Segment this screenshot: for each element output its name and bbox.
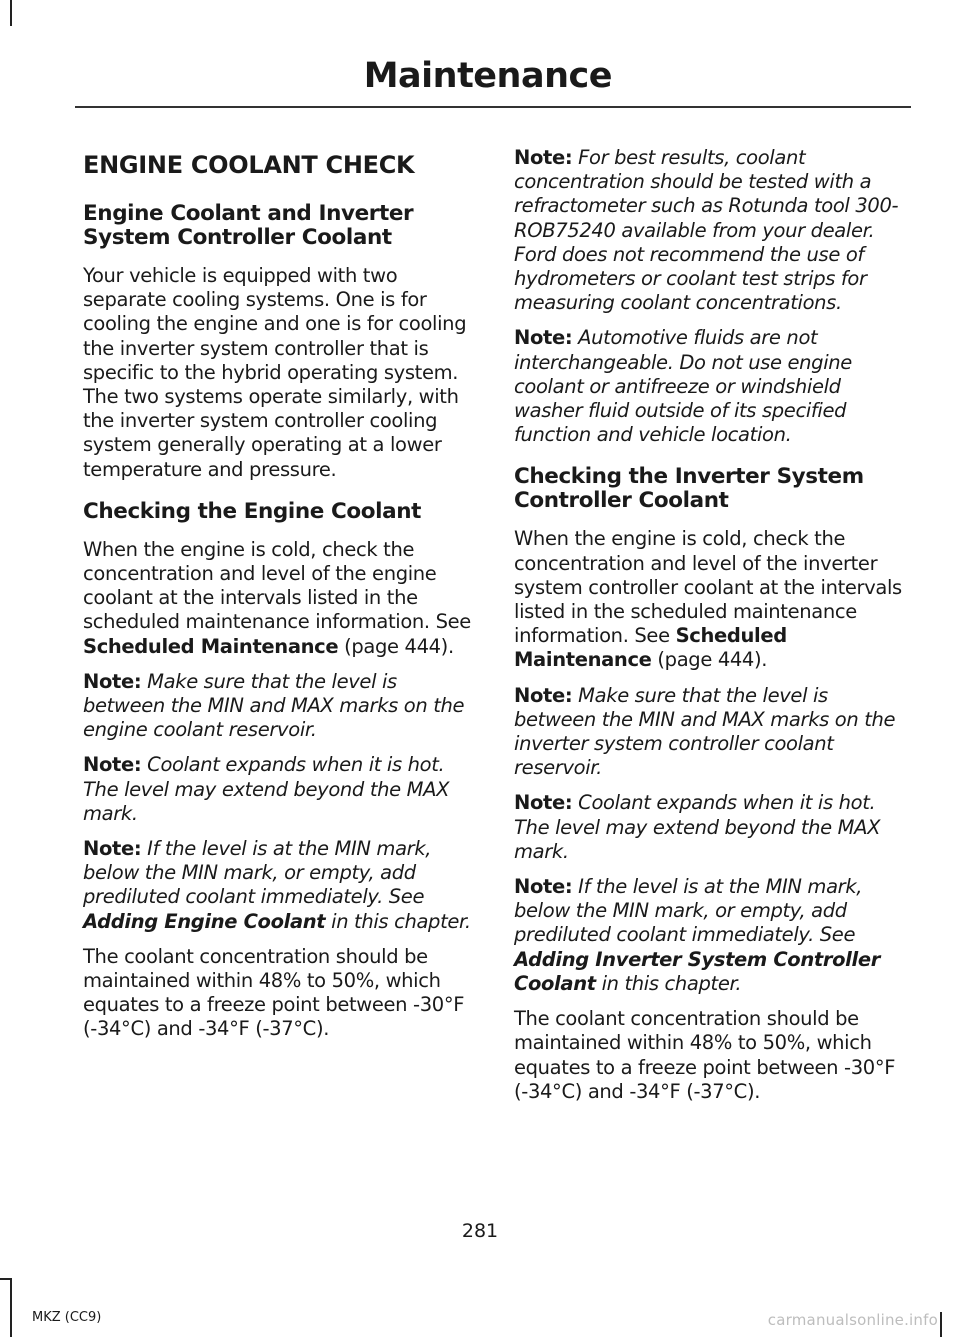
adding-engine-coolant-link[interactable]: Adding Engine Coolant: [83, 909, 326, 933]
crop-mark-bottom-right-v: [940, 1312, 942, 1337]
section-title: Maintenance: [363, 56, 612, 96]
check-inverter-paragraph: When the engine is cold, check the concentration and level of the inverter system controller coolant at the intervals listed in the scheduled maintenance information. See Scheduled Maintenance (page 444).: [514, 527, 902, 672]
note-inverter-add-coolant: Note: If the level is at the MIN mark, below the MIN mark, or empty, add prediluted coolant immediately. See Adding Inverter System Controller Coolant in this chapter.: [514, 875, 880, 995]
left-column: [83, 150, 478, 1053]
scheduled-maintenance-link[interactable]: Scheduled Maintenance: [83, 634, 339, 658]
note-label: Note:: [514, 146, 573, 169]
watermark: carmanualsonline.info: [767, 1311, 938, 1329]
intro-paragraph: Your vehicle is equipped with two separate cooling systems. One is for cooling the engine and one is for cooling the inverter system controller that is specific to the hybrid operating system. The two systems operate similarly, with the inverter system controller cooling system generally operating at a lower temperature and pressure.: [83, 264, 467, 481]
subheading-coolant-systems: Engine Coolant and Inverter System Controller Coolant: [83, 201, 414, 250]
scheduled-maintenance-link[interactable]: Scheduled Maintenance: [514, 624, 787, 672]
note-coolant-expands: Note: Coolant expands when it is hot. The level may extend beyond the MAX mark.: [83, 753, 450, 825]
page-number: 281: [461, 1220, 499, 1242]
note-inverter-min-max: Note: Make sure that the level is between the MIN and MAX marks on the inverter system controller coolant reservoir.: [514, 683, 896, 780]
note-add-coolant: Note: If the level is at the MIN mark, below the MIN mark, or empty, add prediluted coolant immediately. See Adding Engine Coolant in this chapter.: [83, 837, 471, 933]
note-label: Note:: [514, 326, 573, 350]
note-label: Note:: [83, 837, 142, 861]
note-label: Note:: [514, 875, 573, 899]
crop-mark-bottom-left-h: [0, 1278, 12, 1280]
note-label: Note:: [83, 753, 142, 777]
subheading-checking-inverter-coolant: Checking the Inverter System Controller Coolant: [514, 464, 864, 514]
crop-mark-top-left-v: [10, 0, 12, 26]
note-min-max: Note: Make sure that the level is between the MIN and MAX marks on the engine coolant reservoir.: [83, 669, 465, 742]
inverter-concentration-paragraph: The coolant concentration should be maintained within 48% to 50%, which equates to a freeze point between -30°F (-34°C) and -34°F (-37°C).: [514, 1007, 896, 1103]
header-divider: [75, 106, 911, 108]
note-fluids-not-interchangeable: Note: Automotive fluids are not interchangeable. Do not use engine coolant or antifreeze or windshield washer fluid outside of its specified function and vehicle location.: [514, 326, 852, 447]
note-inverter-coolant-expands: Note: Coolant expands when it is hot. The level may extend beyond the MAX mark.: [514, 791, 881, 863]
concentration-paragraph: The coolant concentration should be maintained within 48% to 50%, which equates to a freeze point between -30°F (-34°C) and -34°F (-37°C).: [83, 944, 465, 1041]
subheading-checking-engine-coolant: Checking the Engine Coolant: [83, 498, 422, 524]
adding-inverter-coolant-link[interactable]: Adding Inverter System Controller Coolant: [514, 947, 880, 995]
note-label: Note:: [514, 683, 573, 707]
footer-model: MKZ (CC9): [32, 1310, 102, 1325]
page-heading: ENGINE COOLANT CHECK: [83, 151, 415, 179]
crop-mark-bottom-left-v: [10, 1280, 12, 1337]
note-label: Note:: [83, 669, 142, 693]
note-refractometer: Note: For best results, coolant concentration should be tested with a refractometer such as Rotunda tool 300-ROB75240 available from your dealer. Ford does not recommend the use of hydrometers or coolant test strips for measuring coolant concentrations.: [514, 146, 899, 315]
check-engine-paragraph: When the engine is cold, check the concentration and level of the engine coolant at the intervals listed in the scheduled maintenance information. See Scheduled Maintenance (page 444).: [83, 537, 471, 658]
note-label: Note:: [514, 791, 573, 815]
right-column: [514, 146, 909, 1115]
